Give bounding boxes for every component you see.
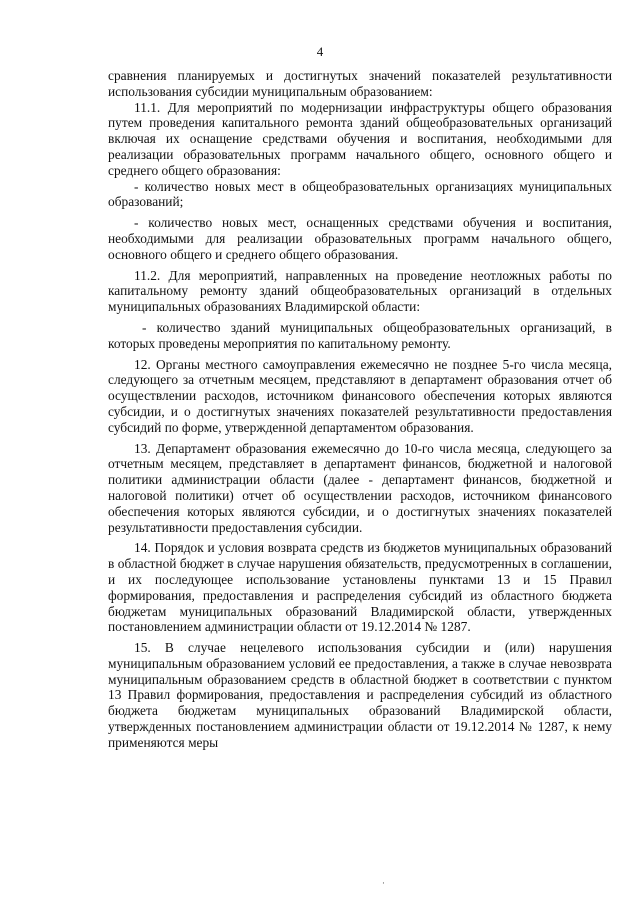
list-item-new-places: - количество новых мест в общеобразовательных организациях муниципальных образований;	[108, 178, 612, 210]
list-item-equipped-places: - количество новых мест, оснащенных средствами обучения и воспитания, необходимыми для реализации образовательных программ начального общего, основного общего и среднего общего образования.	[108, 215, 612, 262]
page-number: 4	[316, 44, 324, 59]
paragraph-15: 15. В случае нецелевого использования субсидии и (или) нарушения муниципальным образованием условий ее предоставления, а также в случае невозврата муниципальным образованием средств в областной бюджет в соответствии с пунктом 13 Правил формирования, предоставления и распределения субсидий из областного бюджета бюджетам муниципальных образований Владимирской области, утвержденных постановлением администрации области от 19.12.2014 № 1287, к нему применяются меры	[108, 640, 612, 750]
paragraph-11-2: 11.2. Для мероприятий, направленных на проведение неотложных работы по капитальному ремонту зданий общеобразовательных организаций в отдельных муниципальных образованиях Владимирской области:	[108, 267, 612, 315]
list-item-buildings: - количество зданий муниципальных общеобразовательных организаций, в которых проведены мероприятия по капитальному ремонту.	[108, 319, 612, 351]
paragraph-continuation: сравнения планируемых и достигнутых значений показателей результативности использования субсидии муниципальным образованием:	[108, 68, 612, 99]
document-body	[108, 68, 612, 751]
scan-mark: ·	[382, 879, 385, 889]
paragraph-14: 14. Порядок и условия возврата средств из бюджетов муниципальных образований в областной бюджет в случае нарушения обязательств, предусмотренных в соглашении, и их последующее использование установлены пунктами 13 и 15 Правил формирования, предоставления и распределения субсидий из областного бюджета бюджетам муниципальных образований Владимирской области, утвержденных постановлением администрации области от 19.12.2014 № 1287.	[108, 540, 612, 635]
paragraph-13: 13. Департамент образования ежемесячно до 10-го числа месяца, следующего за отчетным месяцем, представляет в департамент финансов, бюджетной и налоговой политики администрации области (далее - департамент финансов, бюджетной и налоговой политики) отчет об осуществлении расходов, источником финансового обеспечения которых являются субсидии, и о достигнутых значениях показателей результативности предоставления субсидии.	[108, 440, 612, 535]
paragraph-11-1: 11.1. Для мероприятий по модернизации инфраструктуры общего образования путем проведения капитального ремонта зданий общеобразовательных организаций включая их оснащение средствами обучения и воспитания, необходимыми для реализации образовательных программ начального общего, основного общего и среднего общего образования:	[108, 99, 612, 178]
paragraph-12: 12. Органы местного самоуправления ежемесячно не позднее 5-го числа месяца, следующего за отчетным месяцем, представляют в департамент образования отчет об осуществлении расходов, источником финансового обеспечения которых являются субсидии, и о достигнутых значениях показателей результативности предоставления субсидий по форме, утвержденной департаментом образования.	[108, 356, 612, 435]
